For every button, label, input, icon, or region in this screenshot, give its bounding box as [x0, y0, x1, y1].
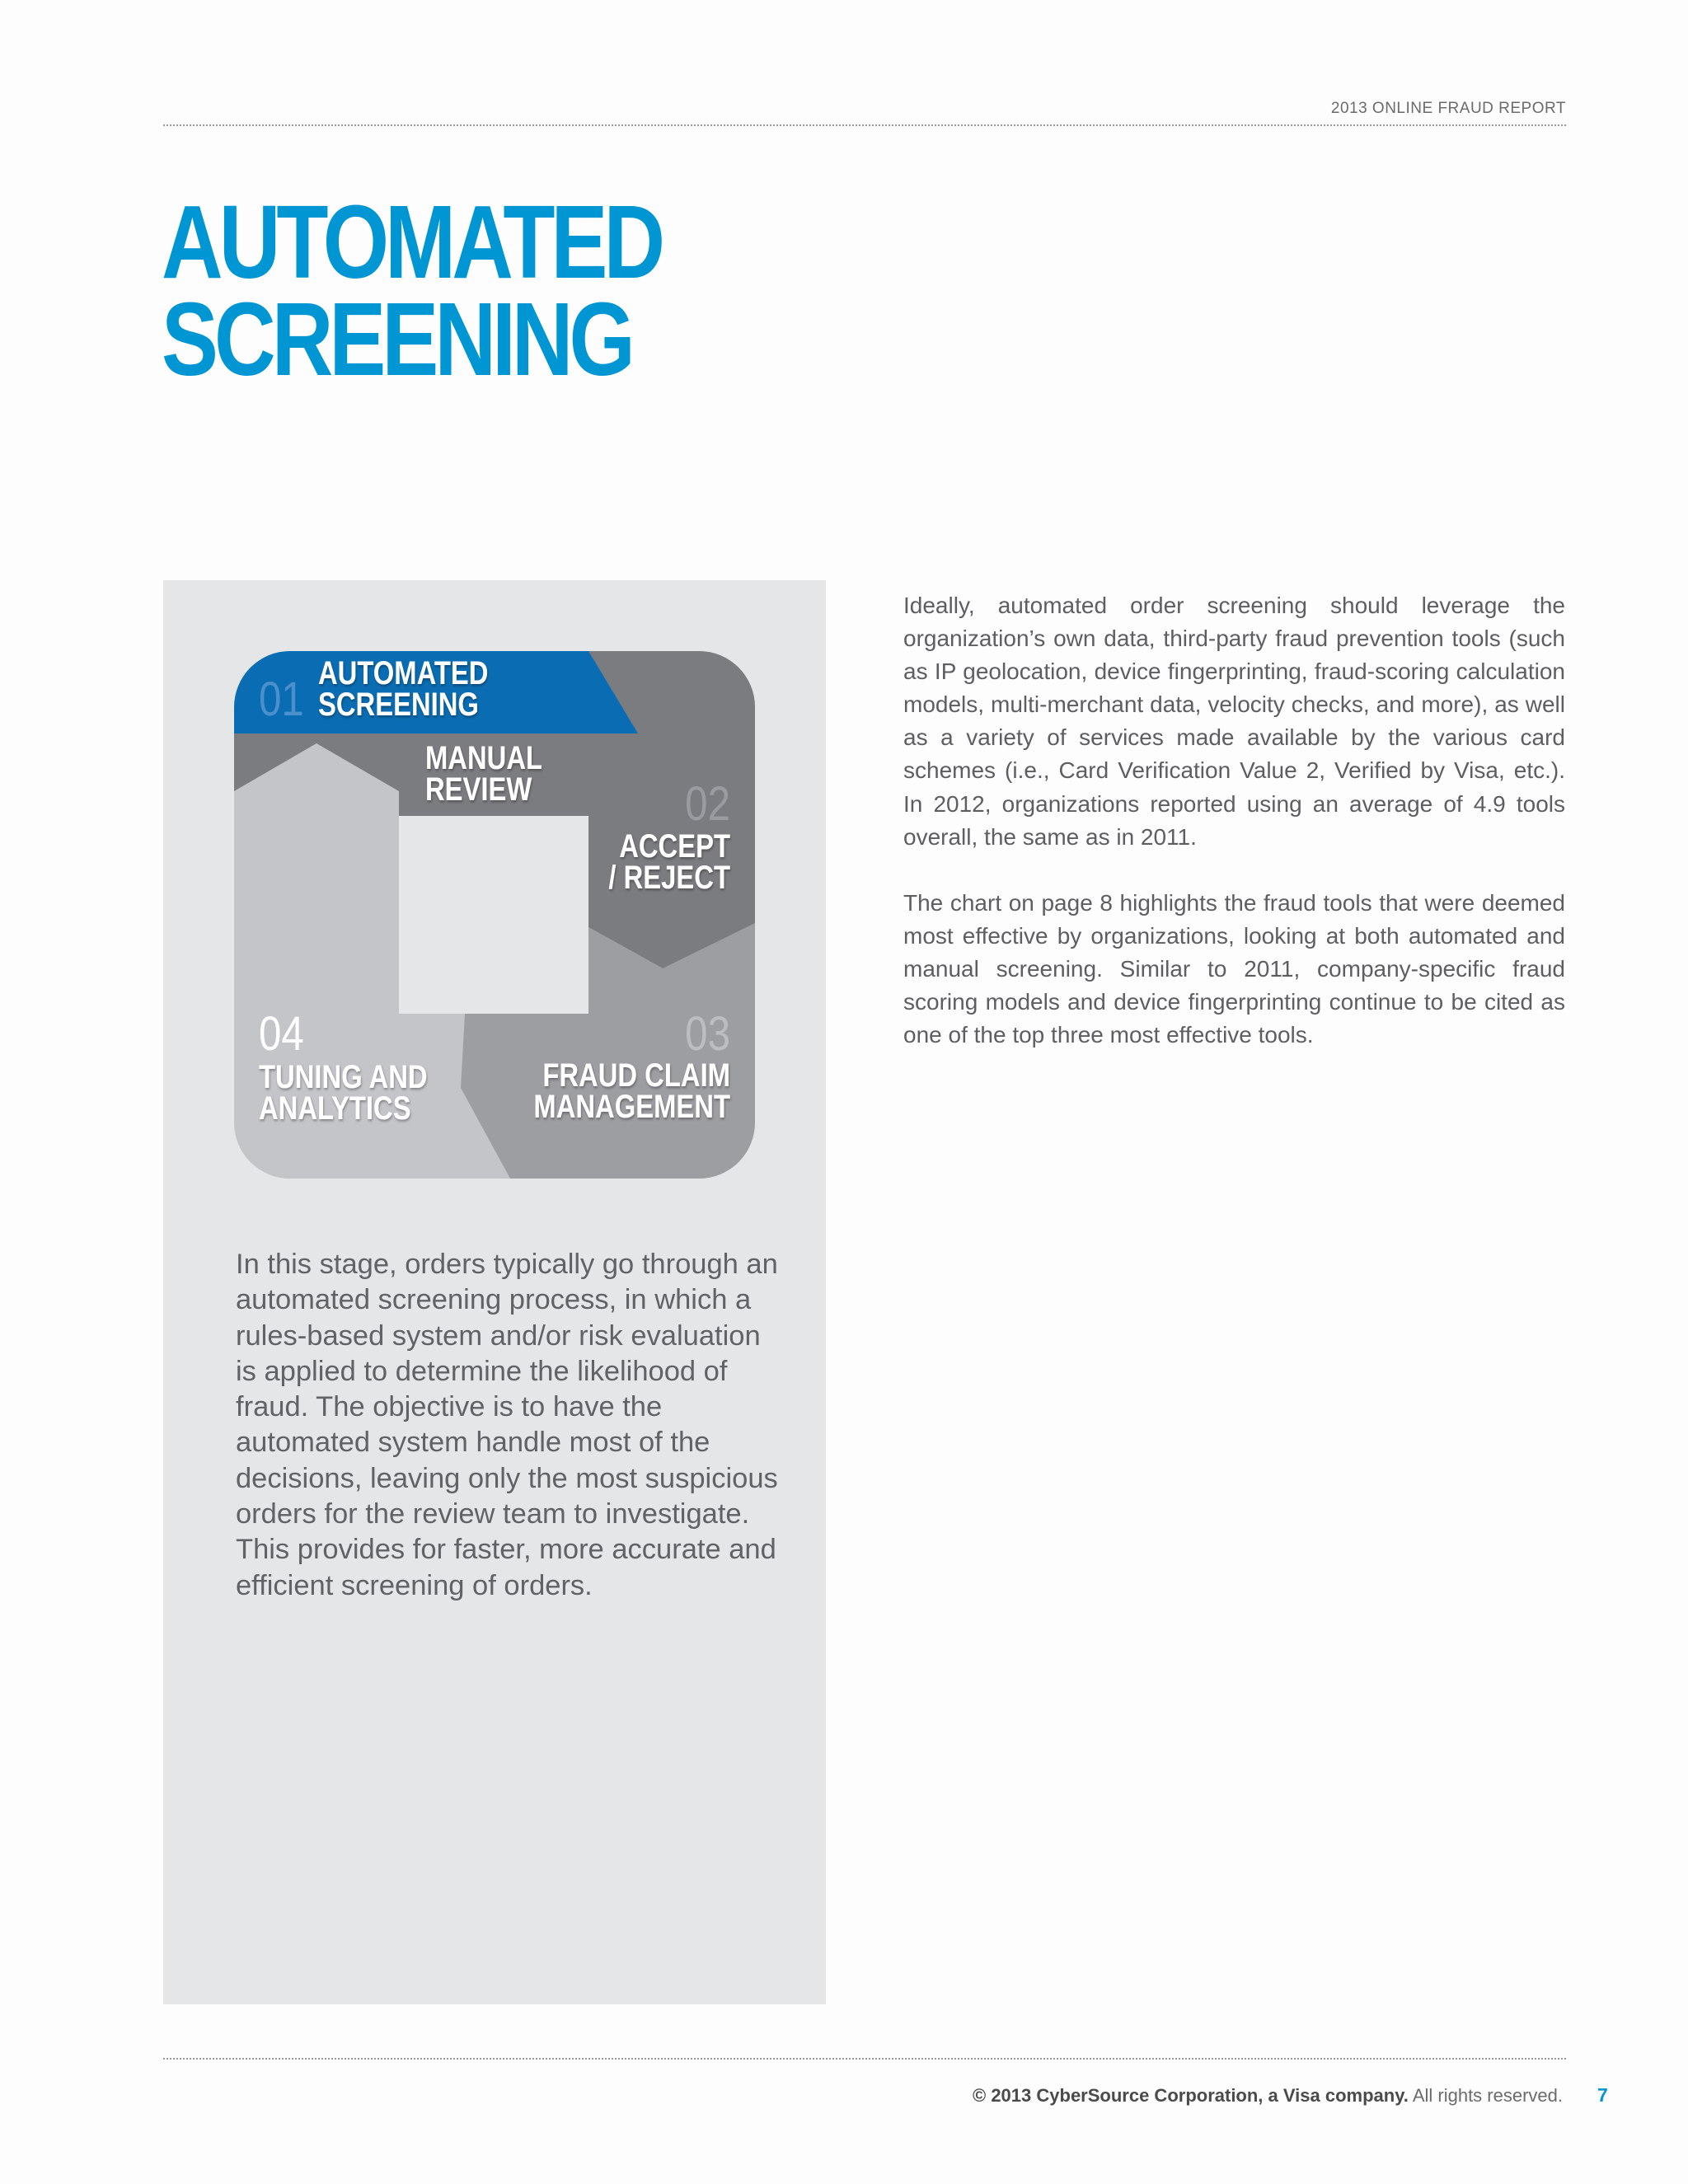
body-paragraph-2: The chart on page 8 highlights the fraud tools that were deemed most effective by organizations, looking at both automated and manual screening. Similar to 2011, company-specific fraud scoring models and device fingerprinting continue to be cited as one of the top three most effective tools.	[903, 890, 1565, 1048]
sidebar-description: In this stage, orders typically go through an automated screening process, in which a rules-based system and/or risk evaluation is applied to determine the likelihood of fraud. The objective is to have the automated system handle most of the decisions, leaving only the most suspicious orders for the review team to investigate. This provides for faster, more accurate and efficient screening of orders.	[236, 1249, 778, 1601]
page-title-line-1: AUTOMATED	[162, 184, 662, 300]
stage-label-screening: SCREENING	[318, 685, 479, 723]
page-number: 7	[1597, 2084, 1608, 2106]
stage-number-03: 03	[685, 1007, 730, 1061]
diagram-center-square	[399, 816, 588, 1014]
footer-divider	[163, 2058, 1566, 2060]
stage-number-01: 01	[259, 673, 304, 726]
page-title	[162, 184, 662, 397]
stage-label-tuning: TUNING AND	[259, 1057, 428, 1095]
stage-label-analytics: ANALYTICS	[259, 1089, 411, 1127]
stage-label-automated: AUTOMATED	[318, 654, 489, 691]
stage-label-review: REVIEW	[425, 770, 532, 808]
footer-copyright	[973, 2085, 1563, 2107]
stage-number-02: 02	[685, 777, 730, 831]
copyright-owner: © 2013 CyberSource Corporation, a Visa company.	[973, 2085, 1409, 2106]
body-paragraph-1: Ideally, automated order screening should leverage the organization’s own data, third-party fraud prevention tools (such as IP geolocation, device fingerprinting, fraud-scoring calculation models, multi-merchant data, velocity checks, and more), as well as a variety of services made available by the various card schemes (i.e., Card Verification Value 2, Verified by Visa, etc.). In 2012, organizations reported using an average of 4.9 tools overall, the same as in 2011.	[903, 593, 1565, 850]
page-title-line-2: SCREENING	[162, 281, 631, 397]
stage-label-accept: ACCEPT	[619, 827, 731, 865]
stage-number-04: 04	[259, 1007, 304, 1061]
copyright-rights: All rights reserved.	[1408, 2085, 1563, 2106]
stage-label-management: MANAGEMENT	[533, 1087, 731, 1125]
report-label: 2013 ONLINE FRAUD REPORT	[1330, 100, 1566, 117]
stage-label-reject: / REJECT	[608, 858, 731, 896]
stage-label-manual: MANUAL	[425, 738, 543, 776]
stage-label-fraud-claim: FRAUD CLAIM	[542, 1056, 731, 1094]
header-divider	[163, 124, 1566, 126]
process-cycle-diagram	[234, 651, 755, 1179]
